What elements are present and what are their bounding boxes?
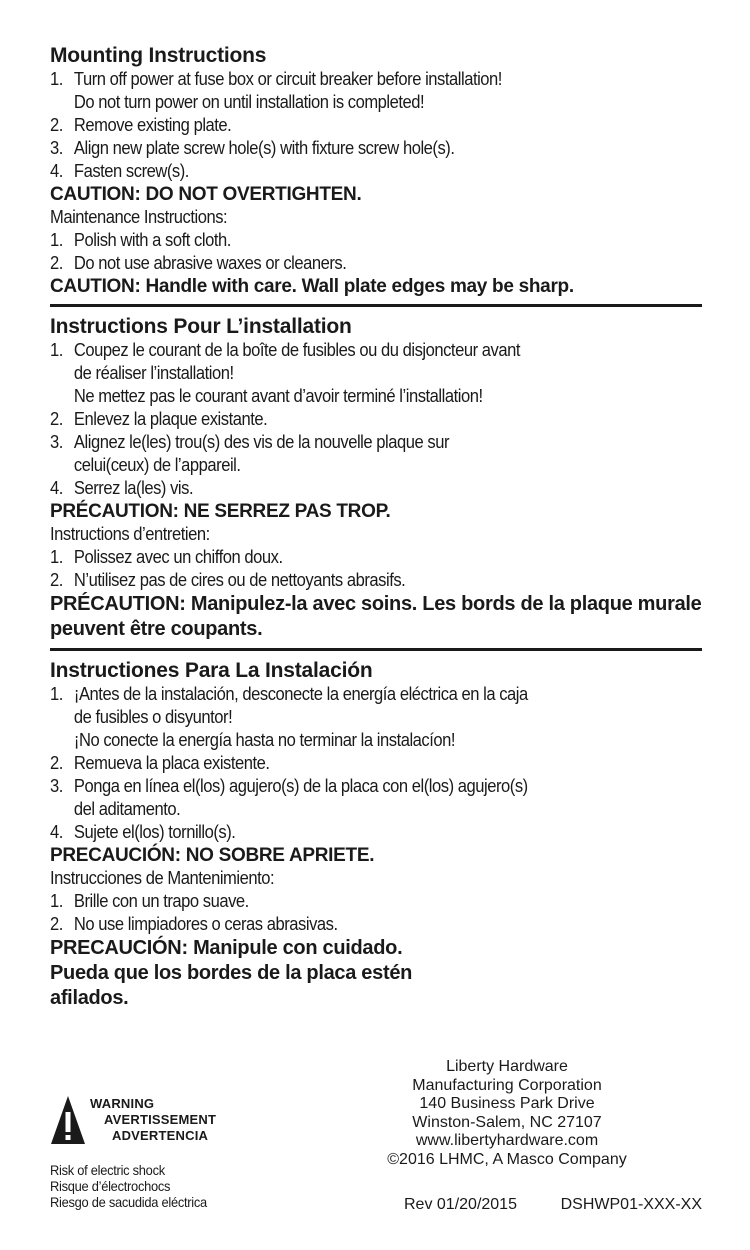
warning-triangle-icon	[50, 1094, 86, 1146]
spanish-maintenance-title: Instrucciones de Mantenimiento:	[50, 868, 275, 888]
french-caution-handle: PRÉCAUTION: Manipulez-la avec soins. Les bords de la plaque murale peuvent être coupants.	[50, 593, 702, 640]
spanish-title: Instructiones Para La Instalación	[50, 659, 373, 682]
section-divider	[50, 304, 702, 307]
french-step-4: 4. Serrez la(les) vis.	[50, 478, 194, 498]
company-division: Manufacturing Corporation	[412, 1076, 602, 1094]
spanish-step-1: 1. ¡Antes de la instalación, desconecte la energía eléctrica en la caja	[50, 684, 528, 704]
english-step-3: 3. Align new plate screw hole(s) with fixture screw hole(s).	[50, 138, 455, 158]
spanish-step-1-cont-2: ¡No conecte la energía hasta no terminar la instalacíon!	[73, 730, 456, 750]
spanish-caution-handle: PRECAUCIÓN: Manipule con cuidado. Pueda que los bordes de la placa estén afilados.	[50, 937, 413, 1009]
french-title: Instructions Pour L’installation	[50, 315, 352, 338]
company-name: Liberty Hardware	[446, 1058, 568, 1075]
english-step-1-cont: Do not turn power on until installation is completed!	[73, 92, 425, 112]
english-section	[50, 44, 702, 298]
english-caution-handle: CAUTION: Handle with care. Wall plate edges may be sharp.	[50, 276, 574, 297]
french-maintenance-title: Instructions d’entretien:	[50, 524, 210, 544]
french-step-3-cont: celui(ceux) de l’appareil.	[73, 455, 241, 475]
french-section	[50, 315, 702, 642]
english-step-1: 1. Turn off power at fuse box or circuit breaker before installation!	[50, 69, 502, 89]
spanish-step-1-cont: de fusibles o disyuntor!	[73, 707, 233, 727]
spanish-maintenance-2: 2. No use limpiadores o ceras abrasivas.	[50, 914, 338, 934]
company-address	[362, 1058, 652, 1169]
revision-date: Rev 01/20/2015	[404, 1196, 517, 1213]
street-address: 140 Business Park Drive	[419, 1095, 595, 1112]
french-step-3: 3. Alignez le(les) trou(s) des vis de la nouvelle plaque sur	[50, 432, 450, 452]
french-step-1: 1. Coupez le courant de la boîte de fusibles ou du disjoncteur avant	[50, 340, 520, 360]
english-maintenance-2: 2. Do not use abrasive waxes or cleaners.	[50, 253, 347, 273]
warning-es: ADVERTENCIA	[112, 1128, 209, 1143]
spanish-step-3: 3. Ponga en línea el(los) agujero(s) de la placa con el(los) agujero(s)	[50, 776, 528, 796]
spanish-step-4: 4. Sujete el(los) tornillo(s).	[50, 822, 236, 842]
english-step-4: 4. Fasten screw(s).	[50, 161, 189, 181]
french-step-1-cont: de réaliser l’installation!	[73, 363, 234, 383]
risk-es: Riesgo de sacudida eléctrica	[50, 1194, 207, 1210]
instruction-sheet	[50, 44, 702, 1011]
french-maintenance-2: 2. N’utilisez pas de cires ou de nettoyants abrasifs.	[50, 570, 406, 590]
spanish-maintenance-1: 1. Brille con un trapo suave.	[50, 891, 249, 911]
warning-en: WARNING	[90, 1096, 155, 1111]
website: www.libertyhardware.com	[415, 1132, 599, 1149]
french-step-2: 2. Enlevez la plaque existante.	[50, 409, 268, 429]
english-maintenance-1: 1. Polish with a soft cloth.	[50, 230, 231, 250]
english-maintenance-title: Maintenance Instructions:	[50, 207, 228, 227]
risk-en: Risk of electric shock	[50, 1162, 165, 1178]
french-step-1-cont-2: Ne mettez pas le courant avant d’avoir terminé l’installation!	[73, 386, 483, 406]
spanish-step-2: 2. Remueva la placa existente.	[50, 753, 270, 773]
warning-fr: AVERTISSEMENT	[104, 1112, 217, 1127]
spanish-section	[50, 659, 702, 1011]
spanish-step-3-cont: del aditamento.	[73, 799, 181, 819]
warning-label	[50, 1094, 250, 1154]
english-caution-overtighten: CAUTION: DO NOT OVERTIGHTEN.	[50, 184, 362, 205]
copyright: ©2016 LHMC, A Masco Company	[387, 1150, 627, 1168]
section-divider	[50, 648, 702, 651]
french-maintenance-1: 1. Polissez avec un chiffon doux.	[50, 547, 283, 567]
english-step-2: 2. Remove existing plate.	[50, 115, 232, 135]
french-caution-overtighten: PRÉCAUTION: NE SERREZ PAS TROP.	[50, 501, 391, 522]
warning-text	[90, 1096, 216, 1144]
city-state-zip: Winston-Salem, NC 27107	[412, 1113, 602, 1131]
english-title: Mounting Instructions	[50, 44, 267, 67]
risk-fr: Risque d’électrochocs	[50, 1178, 171, 1194]
footer	[50, 1058, 702, 1228]
risk-text	[50, 1162, 207, 1210]
spanish-caution-overtighten: PRECAUCIÓN: NO SOBRE APRIETE.	[50, 845, 375, 866]
document-number: DSHWP01-XXX-XX	[560, 1196, 702, 1213]
